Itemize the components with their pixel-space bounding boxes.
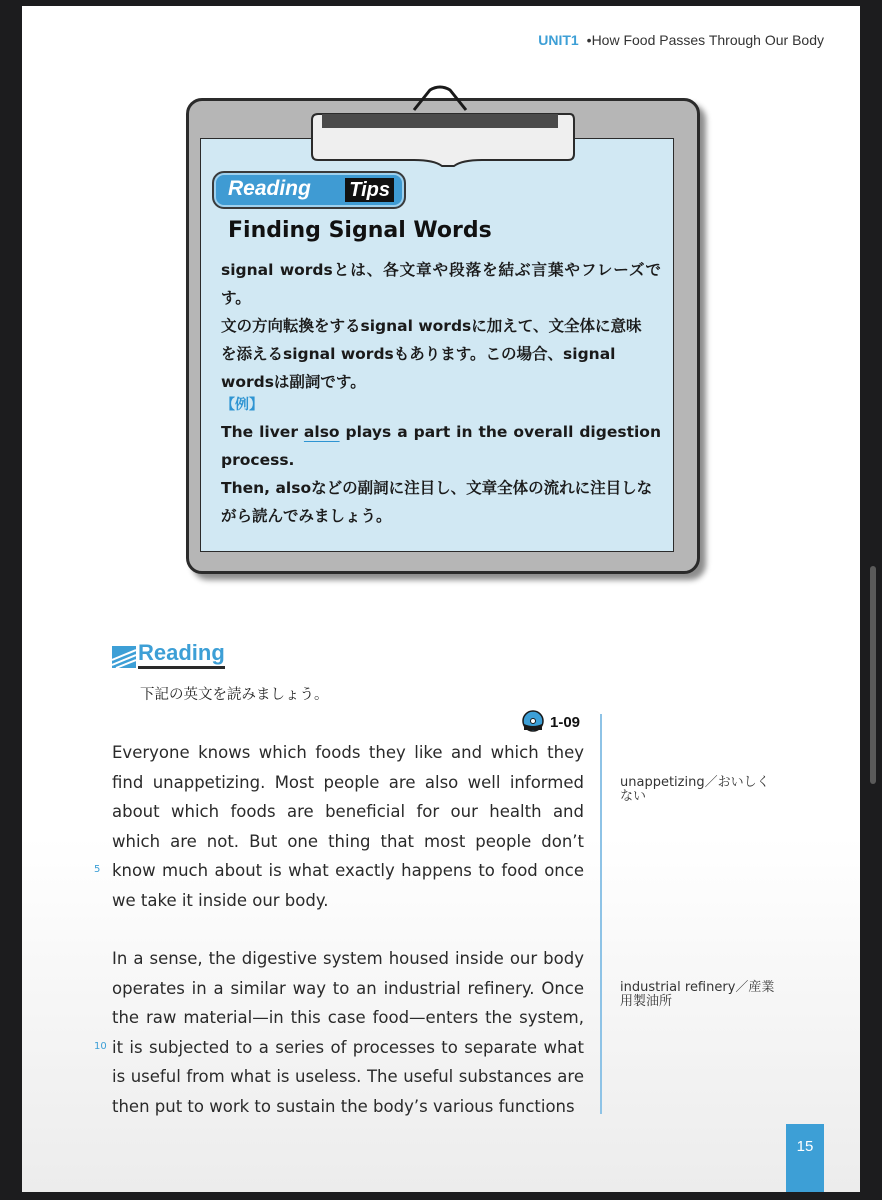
tips-body-line: wordsは副詞です。 bbox=[221, 373, 366, 391]
tips-example bbox=[221, 418, 661, 530]
chapter-title: •How Food Passes Through Our Body bbox=[586, 32, 824, 48]
signal-word-highlight: also bbox=[303, 423, 340, 441]
tips-body-line: signal wordsとは、各文章や段落を結ぶ言葉やフレーズです。 bbox=[221, 261, 661, 307]
cd-icon bbox=[522, 710, 544, 732]
tips-body bbox=[221, 256, 661, 396]
tips-body-line: を添えるsignal wordsもあります。この場合、signal bbox=[221, 345, 616, 363]
reading-paragraph-2: In a sense, the digestive system housed inside our body operates in a similar way to an industrial refinery. Once the raw material—in this case food—enters the system, it is subjected to a series of processes to separate what is useful from what is useless. The useful substances are then put to work to sustain the body’s various functions bbox=[112, 949, 584, 1116]
example-note-line: がら読んでみましょう。 bbox=[221, 507, 392, 525]
margin-divider bbox=[600, 714, 602, 1114]
textbook-page bbox=[22, 6, 860, 1192]
tips-body-line: 文の方向転換をするsignal wordsに加えて、文全体に意味 bbox=[221, 317, 642, 335]
tips-title: Finding Signal Words bbox=[228, 218, 492, 243]
badge-tips-text: Tips bbox=[345, 178, 394, 202]
glossary-note: unappetizing／おいしくない bbox=[620, 775, 770, 804]
line-number: 5 bbox=[94, 864, 101, 875]
reading-tips-badge bbox=[212, 171, 406, 209]
example-sentence: The liver also plays a part in the overall digestion process. bbox=[221, 423, 661, 469]
page-number: 15 bbox=[786, 1124, 824, 1192]
reading-instruction: 下記の英文を読みましょう。 bbox=[140, 687, 329, 703]
glossary-note: industrial refinery／産業用製油所 bbox=[620, 980, 775, 1009]
scrollbar-thumb[interactable] bbox=[870, 566, 876, 784]
clipboard-clip-icon bbox=[22, 6, 860, 176]
example-note-line: Then, alsoなどの副詞に注目し、文章全体の流れに注目しな bbox=[221, 479, 653, 497]
unit-label: UNIT1 bbox=[538, 32, 579, 48]
reading-paragraph-1: Everyone knows which foods they like and which they find unappetizing. Most people are also well informed about which foods are beneficial for our health and which are not. But one thing that most people don’t know much about is what exactly happens to food once we take it inside our body. bbox=[112, 743, 584, 910]
badge-reading-text: Reading bbox=[228, 177, 311, 200]
line-number: 10 bbox=[94, 1041, 107, 1052]
reading-heading-text: Reading bbox=[138, 640, 225, 669]
reading-stripes-icon bbox=[112, 646, 136, 668]
example-label: 【例】 bbox=[221, 397, 263, 413]
cd-track-number: 1-09 bbox=[550, 714, 581, 731]
